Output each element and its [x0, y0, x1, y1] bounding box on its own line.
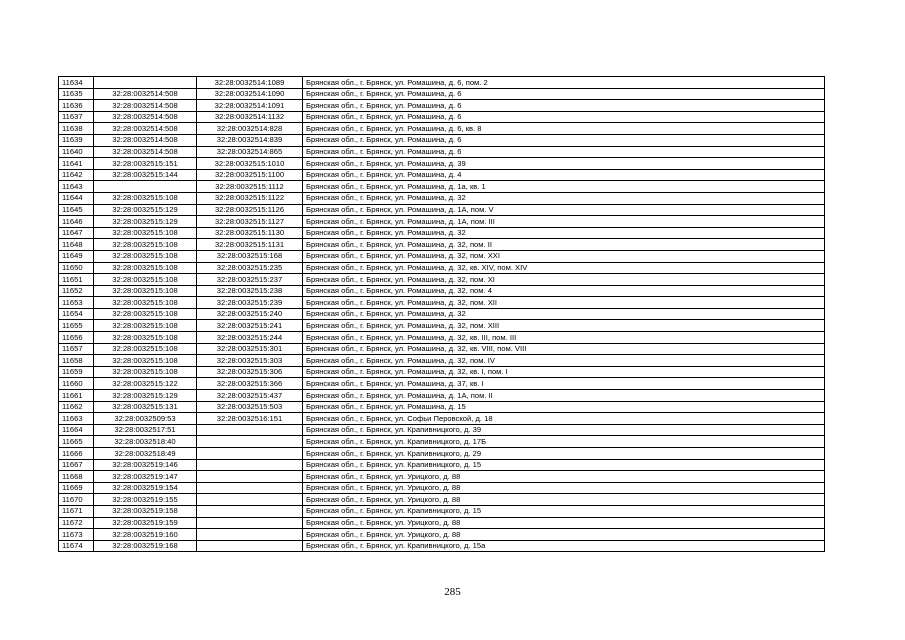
object-number-cell — [197, 529, 303, 541]
object-number-cell — [197, 471, 303, 483]
table-row — [59, 343, 825, 355]
parcel-number-cell: 32:28:0032515:108 — [94, 320, 197, 332]
object-number-cell: 32:28:0032515:238 — [197, 285, 303, 297]
object-number-cell: 32:28:0032515:1112 — [197, 181, 303, 193]
address-cell: Брянская обл., г. Брянск, ул. Урицкого, д. 88 — [303, 482, 825, 494]
table-row — [59, 88, 825, 100]
table-row — [59, 401, 825, 413]
parcel-number-cell: 32:28:0032515:108 — [94, 250, 197, 262]
table-row — [59, 378, 825, 390]
parcel-number-cell: 32:28:0032519:147 — [94, 471, 197, 483]
table-row — [59, 216, 825, 228]
parcel-number-cell: 32:28:0032515:108 — [94, 239, 197, 251]
object-number-cell — [197, 540, 303, 552]
table-row — [59, 123, 825, 135]
parcel-number-cell: 32:28:0032515:108 — [94, 227, 197, 239]
object-number-cell: 32:28:0032515:1010 — [197, 158, 303, 170]
parcel-number-cell: 32:28:0032519:155 — [94, 494, 197, 506]
parcel-number-cell: 32:28:0032515:108 — [94, 308, 197, 320]
row-number-cell: 11642 — [59, 169, 94, 181]
object-number-cell: 32:28:0032515:1126 — [197, 204, 303, 216]
row-number-cell: 11653 — [59, 297, 94, 309]
address-cell: Брянская обл., г. Брянск, ул. Ромашина, д. 32, кв. I, пом. I — [303, 366, 825, 378]
table-row — [59, 366, 825, 378]
row-number-cell: 11650 — [59, 262, 94, 274]
parcel-number-cell: 32:28:0032515:144 — [94, 169, 197, 181]
table-row — [59, 459, 825, 471]
table-row — [59, 355, 825, 367]
address-cell: Брянская обл., г. Брянск, ул. Крапивницкого, д. 39 — [303, 424, 825, 436]
parcel-number-cell: 32:28:0032519:146 — [94, 459, 197, 471]
parcel-number-cell: 32:28:0032515:108 — [94, 262, 197, 274]
row-number-cell: 11646 — [59, 216, 94, 228]
object-number-cell: 32:28:0032514:1091 — [197, 100, 303, 112]
table-row — [59, 436, 825, 448]
object-number-cell: 32:28:0032514:1132 — [197, 111, 303, 123]
object-number-cell — [197, 505, 303, 517]
address-cell: Брянская обл., г. Брянск, ул. Ромашина, д. 6 — [303, 134, 825, 146]
address-cell: Брянская обл., г. Брянск, ул. Ромашина, д. 6 — [303, 111, 825, 123]
address-cell: Брянская обл., г. Брянск, ул. Ромашина, д. 6 — [303, 100, 825, 112]
row-number-cell: 11640 — [59, 146, 94, 158]
parcel-number-cell: 32:28:0032515:108 — [94, 332, 197, 344]
address-cell: Брянская обл., г. Брянск, ул. Урицкого, д. 88 — [303, 529, 825, 541]
parcel-number-cell — [94, 77, 197, 89]
row-number-cell: 11656 — [59, 332, 94, 344]
parcel-number-cell: 32:28:0032519:158 — [94, 505, 197, 517]
address-cell: Брянская обл., г. Брянск, ул. Ромашина, д. 6 — [303, 88, 825, 100]
table-row — [59, 134, 825, 146]
parcel-number-cell: 32:28:0032519:159 — [94, 517, 197, 529]
row-number-cell: 11657 — [59, 343, 94, 355]
table-row — [59, 332, 825, 344]
object-number-cell — [197, 424, 303, 436]
row-number-cell: 11649 — [59, 250, 94, 262]
table-row — [59, 285, 825, 297]
row-number-cell: 11663 — [59, 413, 94, 425]
address-cell: Брянская обл., г. Брянск, ул. Софьи Перовской, д. 18 — [303, 413, 825, 425]
address-cell: Брянская обл., г. Брянск, ул. Урицкого, д. 88 — [303, 494, 825, 506]
table-row — [59, 111, 825, 123]
table-row — [59, 100, 825, 112]
parcel-number-cell — [94, 181, 197, 193]
table-row — [59, 517, 825, 529]
address-cell: Брянская обл., г. Брянск, ул. Ромашина, д. 32, кв. VIII, пом. VIII — [303, 343, 825, 355]
address-cell: Брянская обл., г. Брянск, ул. Крапивницкого, д. 29 — [303, 448, 825, 460]
row-number-cell: 11651 — [59, 274, 94, 286]
table-row — [59, 192, 825, 204]
table-row — [59, 274, 825, 286]
table-row — [59, 297, 825, 309]
object-number-cell: 32:28:0032516:151 — [197, 413, 303, 425]
object-number-cell: 32:28:0032514:865 — [197, 146, 303, 158]
address-cell: Брянская обл., г. Брянск, ул. Ромашина, д. 37, кв. I — [303, 378, 825, 390]
parcel-number-cell: 32:28:0032514:508 — [94, 134, 197, 146]
address-cell: Брянская обл., г. Брянск, ул. Ромашина, д. 1А, пом. V — [303, 204, 825, 216]
row-number-cell: 11658 — [59, 355, 94, 367]
parcel-number-cell: 32:28:0032515:108 — [94, 192, 197, 204]
parcel-number-cell: 32:28:0032519:154 — [94, 482, 197, 494]
row-number-cell: 11673 — [59, 529, 94, 541]
table-row — [59, 320, 825, 332]
row-number-cell: 11660 — [59, 378, 94, 390]
address-cell: Брянская обл., г. Брянск, ул. Ромашина, д. 15 — [303, 401, 825, 413]
parcel-number-cell: 32:28:0032515:108 — [94, 343, 197, 355]
row-number-cell: 11662 — [59, 401, 94, 413]
object-number-cell: 32:28:0032515:306 — [197, 366, 303, 378]
parcel-number-cell: 32:28:0032515:108 — [94, 355, 197, 367]
object-number-cell: 32:28:0032515:301 — [197, 343, 303, 355]
object-number-cell: 32:28:0032515:168 — [197, 250, 303, 262]
address-cell: Брянская обл., г. Брянск, ул. Ромашина, д. 32, пом. XI — [303, 274, 825, 286]
parcel-number-cell: 32:28:0032519:168 — [94, 540, 197, 552]
table-row — [59, 471, 825, 483]
parcel-number-cell: 32:28:0032514:508 — [94, 88, 197, 100]
row-number-cell: 11635 — [59, 88, 94, 100]
address-cell: Брянская обл., г. Брянск, ул. Урицкого, д. 88 — [303, 471, 825, 483]
address-cell: Брянская обл., г. Брянск, ул. Ромашина, д. 32 — [303, 227, 825, 239]
object-number-cell: 32:28:0032515:1122 — [197, 192, 303, 204]
table-row — [59, 227, 825, 239]
address-cell: Брянская обл., г. Брянск, ул. Ромашина, д. 32, пом. II — [303, 239, 825, 251]
address-cell: Брянская обл., г. Брянск, ул. Ромашина, д. 32, пом. 4 — [303, 285, 825, 297]
object-number-cell — [197, 448, 303, 460]
address-cell: Брянская обл., г. Брянск, ул. Ромашина, д. 1А, пом. II — [303, 390, 825, 402]
table-row — [59, 77, 825, 89]
object-number-cell: 32:28:0032514:828 — [197, 123, 303, 135]
object-number-cell: 32:28:0032514:839 — [197, 134, 303, 146]
parcel-number-cell: 32:28:0032515:129 — [94, 204, 197, 216]
row-number-cell: 11641 — [59, 158, 94, 170]
table-row — [59, 505, 825, 517]
address-cell: Брянская обл., г. Брянск, ул. Ромашина, д. 32, кв. III, пом. III — [303, 332, 825, 344]
address-cell: Брянская обл., г. Брянск, ул. Ромашина, д. 32, пом. XII — [303, 297, 825, 309]
row-number-cell: 11648 — [59, 239, 94, 251]
row-number-cell: 11655 — [59, 320, 94, 332]
parcel-number-cell: 32:28:0032517:51 — [94, 424, 197, 436]
table-row — [59, 540, 825, 552]
parcel-number-cell: 32:28:0032515:108 — [94, 285, 197, 297]
address-cell: Брянская обл., г. Брянск, ул. Ромашина, д. 6 — [303, 146, 825, 158]
address-cell: Брянская обл., г. Брянск, ул. Крапивницкого, д. 15а — [303, 540, 825, 552]
row-number-cell: 11672 — [59, 517, 94, 529]
row-number-cell: 11667 — [59, 459, 94, 471]
row-number-cell: 11661 — [59, 390, 94, 402]
table-row — [59, 413, 825, 425]
parcel-number-cell: 32:28:0032514:508 — [94, 123, 197, 135]
address-cell: Брянская обл., г. Брянск, ул. Крапивницкого, д. 15 — [303, 459, 825, 471]
registry-table — [58, 76, 825, 552]
table-row — [59, 169, 825, 181]
object-number-cell — [197, 436, 303, 448]
parcel-number-cell: 32:28:0032515:131 — [94, 401, 197, 413]
object-number-cell: 32:28:0032515:235 — [197, 262, 303, 274]
parcel-number-cell: 32:28:0032515:151 — [94, 158, 197, 170]
parcel-number-cell: 32:28:0032519:160 — [94, 529, 197, 541]
address-cell: Брянская обл., г. Брянск, ул. Урицкого, д. 88 — [303, 517, 825, 529]
object-number-cell: 32:28:0032515:1130 — [197, 227, 303, 239]
row-number-cell: 11636 — [59, 100, 94, 112]
object-number-cell — [197, 494, 303, 506]
parcel-number-cell: 32:28:0032515:108 — [94, 297, 197, 309]
row-number-cell: 11644 — [59, 192, 94, 204]
object-number-cell: 32:28:0032514:1089 — [197, 77, 303, 89]
address-cell: Брянская обл., г. Брянск, ул. Ромашина, д. 1А, пом. III — [303, 216, 825, 228]
row-number-cell: 11647 — [59, 227, 94, 239]
parcel-number-cell: 32:28:0032514:508 — [94, 100, 197, 112]
address-cell: Брянская обл., г. Брянск, ул. Крапивницкого, д. 15 — [303, 505, 825, 517]
object-number-cell: 32:28:0032515:237 — [197, 274, 303, 286]
address-cell: Брянская обл., г. Брянск, ул. Ромашина, д. 32 — [303, 192, 825, 204]
row-number-cell: 11652 — [59, 285, 94, 297]
object-number-cell: 32:28:0032515:244 — [197, 332, 303, 344]
parcel-number-cell: 32:28:0032515:129 — [94, 216, 197, 228]
table-row — [59, 424, 825, 436]
row-number-cell: 11643 — [59, 181, 94, 193]
parcel-number-cell: 32:28:0032515:122 — [94, 378, 197, 390]
address-cell: Брянская обл., г. Брянск, ул. Ромашина, д. 32, пом. XXI — [303, 250, 825, 262]
row-number-cell: 11674 — [59, 540, 94, 552]
row-number-cell: 11637 — [59, 111, 94, 123]
row-number-cell: 11665 — [59, 436, 94, 448]
row-number-cell: 11670 — [59, 494, 94, 506]
address-cell: Брянская обл., г. Брянск, ул. Ромашина, д. 39 — [303, 158, 825, 170]
table-row — [59, 239, 825, 251]
parcel-number-cell: 32:28:0032515:108 — [94, 366, 197, 378]
address-cell: Брянская обл., г. Брянск, ул. Ромашина, д. 1а, кв. 1 — [303, 181, 825, 193]
table-row — [59, 204, 825, 216]
object-number-cell: 32:28:0032515:239 — [197, 297, 303, 309]
object-number-cell: 32:28:0032515:366 — [197, 378, 303, 390]
row-number-cell: 11654 — [59, 308, 94, 320]
object-number-cell: 32:28:0032515:1100 — [197, 169, 303, 181]
table-row — [59, 146, 825, 158]
table-row — [59, 448, 825, 460]
address-cell: Брянская обл., г. Брянск, ул. Ромашина, д. 32 — [303, 308, 825, 320]
row-number-cell: 11668 — [59, 471, 94, 483]
row-number-cell: 11671 — [59, 505, 94, 517]
parcel-number-cell: 32:28:0032518:49 — [94, 448, 197, 460]
address-cell: Брянская обл., г. Брянск, ул. Крапивницкого, д. 17Б — [303, 436, 825, 448]
row-number-cell: 11664 — [59, 424, 94, 436]
table-row — [59, 482, 825, 494]
object-number-cell: 32:28:0032514:1090 — [197, 88, 303, 100]
object-number-cell: 32:28:0032515:437 — [197, 390, 303, 402]
object-number-cell: 32:28:0032515:240 — [197, 308, 303, 320]
row-number-cell: 11634 — [59, 77, 94, 89]
parcel-number-cell: 32:28:0032515:108 — [94, 274, 197, 286]
address-cell: Брянская обл., г. Брянск, ул. Ромашина, д. 32, кв. XIV, пом. XIV — [303, 262, 825, 274]
object-number-cell: 32:28:0032515:503 — [197, 401, 303, 413]
table-row — [59, 262, 825, 274]
table-row — [59, 158, 825, 170]
object-number-cell — [197, 459, 303, 471]
table-row — [59, 250, 825, 262]
address-cell: Брянская обл., г. Брянск, ул. Ромашина, д. 32, пом. IV — [303, 355, 825, 367]
parcel-number-cell: 32:28:0032515:129 — [94, 390, 197, 402]
address-cell: Брянская обл., г. Брянск, ул. Ромашина, д. 4 — [303, 169, 825, 181]
address-cell: Брянская обл., г. Брянск, ул. Ромашина, д. 32, пом. XIII — [303, 320, 825, 332]
table-row — [59, 529, 825, 541]
parcel-number-cell: 32:28:0032509:53 — [94, 413, 197, 425]
object-number-cell: 32:28:0032515:241 — [197, 320, 303, 332]
registry-table-body — [59, 77, 825, 552]
parcel-number-cell: 32:28:0032514:508 — [94, 111, 197, 123]
page-number: 285 — [444, 586, 461, 598]
row-number-cell: 11669 — [59, 482, 94, 494]
table-row — [59, 181, 825, 193]
row-number-cell: 11645 — [59, 204, 94, 216]
row-number-cell: 11659 — [59, 366, 94, 378]
parcel-number-cell: 32:28:0032514:508 — [94, 146, 197, 158]
object-number-cell: 32:28:0032515:1131 — [197, 239, 303, 251]
object-number-cell: 32:28:0032515:303 — [197, 355, 303, 367]
row-number-cell: 11666 — [59, 448, 94, 460]
table-row — [59, 494, 825, 506]
table-row — [59, 308, 825, 320]
object-number-cell — [197, 517, 303, 529]
object-number-cell: 32:28:0032515:1127 — [197, 216, 303, 228]
table-row — [59, 390, 825, 402]
address-cell: Брянская обл., г. Брянск, ул. Ромашина, д. 6, пом. 2 — [303, 77, 825, 89]
row-number-cell: 11638 — [59, 123, 94, 135]
parcel-number-cell: 32:28:0032518:40 — [94, 436, 197, 448]
row-number-cell: 11639 — [59, 134, 94, 146]
address-cell: Брянская обл., г. Брянск, ул. Ромашина, д. 6, кв. 8 — [303, 123, 825, 135]
object-number-cell — [197, 482, 303, 494]
